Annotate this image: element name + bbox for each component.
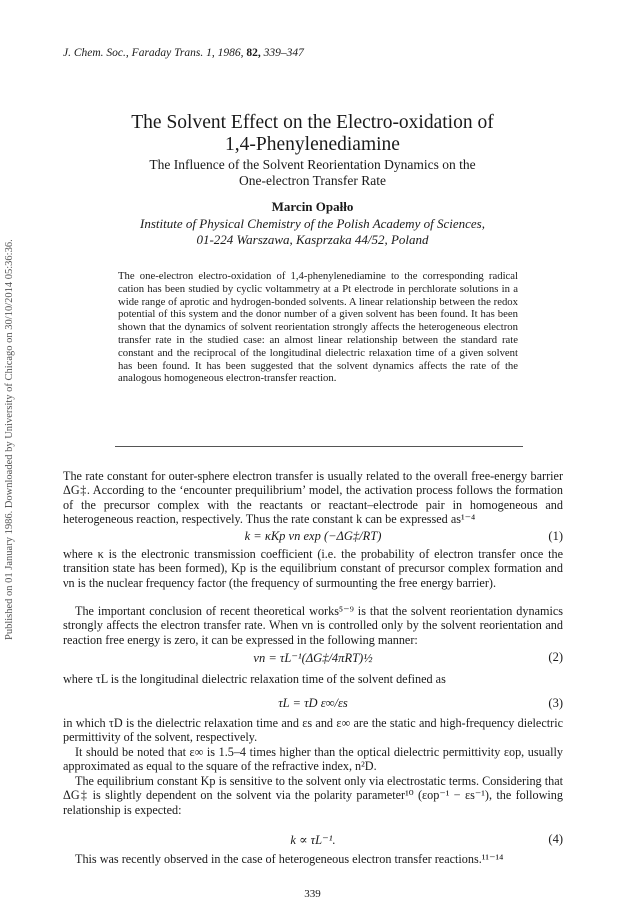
affiliation <box>60 216 565 247</box>
body-paragraph-7: The equilibrium constant Kp is sensitive to the solvent only via electrostatic terms. Considering that ΔG‡ is slightly dependent on the solvent via the polarity parameter¹⁰ (εop⁻¹ − εs⁻¹), the following relationship is expected: <box>63 774 563 817</box>
journal-pages: 339–347 <box>263 47 304 59</box>
body-paragraph-3: The important conclusion of recent theoretical works⁵⁻⁹ is that the solvent reorientation dynamics strongly affects the electron transfer rate. When νn is controlled only by the solvent reorientation and reaction free energy is zero, it can be expressed in the following manner: <box>63 604 563 647</box>
subtitle-line-1: The Influence of the Solvent Reorientation Dynamics on the <box>149 157 476 172</box>
body-paragraph-1: The rate constant for outer-sphere electron transfer is usually related to the overall free-energy barrier ΔG‡. According to the ‘encounter prequilibrium’ model, the activation process follows the formation of the precursor complex with the reactants or reactant–electrode pair in homogeneous and heterogeneous reaction, respectively. Thus the rate constant k can be expressed as¹⁻⁴ <box>63 469 563 526</box>
body-paragraph-2: where κ is the electronic transmission coefficient (i.e. the probability of electron transfer once the transition state has been formed), Kp is the equilibrium constant of precursor complex formation and νn is the nuclear frequency factor (the frequency of surmounting the free energy barrier). <box>63 547 563 590</box>
affiliation-line-2: 01-224 Warszawa, Kasprzaka 44/52, Poland <box>196 231 429 247</box>
equation-3-number: (3) <box>548 696 563 710</box>
paper-title <box>60 112 565 156</box>
author-name: Marcin Opałło <box>271 199 354 214</box>
title-line-1: The Solvent Effect on the Electro-oxidation of <box>131 112 494 133</box>
body-paragraph-4: where τL is the longitudinal dielectric relaxation time of the solvent defined as <box>63 672 446 686</box>
download-notice-text: Published on 01 January 1986. Downloaded by University of Chicago on 30/10/2014 05:36:36. <box>4 239 15 640</box>
affiliation-line-1: Institute of Physical Chemistry of the Polish Academy of Sciences, <box>140 216 485 231</box>
equation-1-formula: k = κKp νn exp (−ΔG‡/RT) <box>244 529 382 543</box>
journal-volume: 82, <box>246 47 261 59</box>
equation-4-number: (4) <box>548 832 563 846</box>
paper-subtitle <box>60 157 565 189</box>
equation-2-formula: νn = τL⁻¹(ΔG‡/4πRT)½ <box>253 651 373 665</box>
equation-1-number: (1) <box>548 529 563 543</box>
body-paragraph-6: It should be noted that ε∞ is 1.5–4 times higher than the optical dielectric permittivity εop, usually approximated as equal to the square of the refractive index, n²D. <box>63 745 563 774</box>
journal-name: J. Chem. Soc., Faraday Trans. 1, <box>63 47 215 59</box>
download-notice <box>2 140 18 640</box>
journal-citation <box>63 47 304 59</box>
abstract: The one-electron electro-oxidation of 1,4-phenylenediamine to the corresponding radical cation has been studied by cyclic voltammetry at a Pt electrode in perchlorate solutions in a wide range of aprotic and hydrogen-bonded solvents. A linear relationship between the redox potential of this system and the donor number of a given solvent has been found. It has been shown that the dynamics of solvent reorientation strongly affects the heterogeneous electron transfer rate in the studied case: an almost linear relationship between the standard rate constant and the reciprocal of the longitudinal dielectric relaxation time of a given solvent has been found. It has been suggested that the solvent dynamics affects the rate of the analogous homogeneous electron-transfer reaction. <box>118 270 518 385</box>
subtitle-line-2: One-electron Transfer Rate <box>239 173 386 188</box>
title-line-2: 1,4-Phenylenediamine <box>225 134 400 155</box>
body-paragraph-8: This was recently observed in the case of heterogeneous electron transfer reactions.¹¹⁻¹⁴ <box>75 852 504 866</box>
page-number: 339 <box>304 888 321 900</box>
journal-year: 1986, <box>217 47 244 59</box>
body-paragraph-5: in which τD is the dielectric relaxation time and εs and ε∞ are the static and high-frequency dielectric permittivity of the solvent, respectively. <box>63 716 563 745</box>
equation-3-formula: τL = τD ε∞/εs <box>278 696 348 710</box>
equation-2-number: (2) <box>548 650 563 664</box>
equation-4-formula: k ∝ τL⁻¹. <box>290 833 336 847</box>
abstract-divider <box>115 446 523 447</box>
